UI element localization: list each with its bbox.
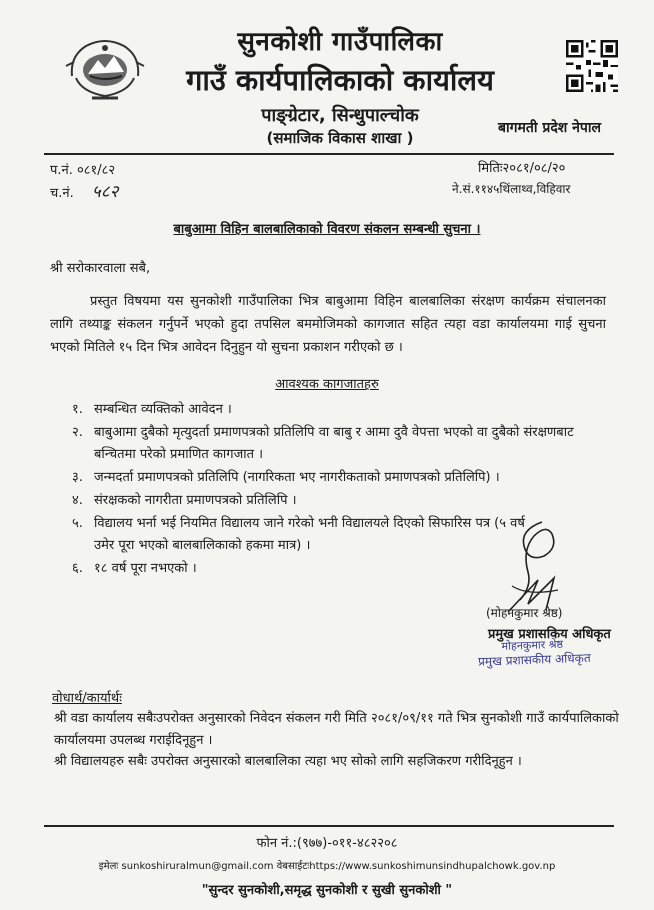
- list-item: [72, 399, 602, 421]
- list-item-text: सम्बन्धित व्यक्तिको आवेदन ।: [94, 402, 232, 417]
- cc-schools: श्री विद्यालयहरु सबैः उपरोक्त अनुसारको बालबालिका त्यहा भए सोको लागि सहजिकरण गरीदिनूहुन ।: [54, 754, 522, 769]
- footer-contact: [0, 858, 654, 872]
- dispatch-number: [50, 179, 118, 202]
- footer-divider: [44, 825, 614, 827]
- nepal-emblem-icon: [62, 36, 148, 104]
- list-item-text: जन्मदर्ता प्रमाणपत्रको प्रतिलिपि (नागरिकता भए नागरीकताको प्रमाणपत्रको प्रतिलिपि) ।: [94, 470, 500, 485]
- list-item-text: १८ वर्ष पूरा नभएको ।: [94, 561, 197, 576]
- dispatch-number-value: ५८२: [91, 182, 119, 202]
- footer-phone: फोन नं.:(९७७)-०११-४८२२०८: [256, 836, 398, 851]
- footer-website: वेबसाईटःhttps://www.sunkoshimunsindhupalchowk.gov.np: [276, 861, 556, 872]
- list-item-number: ६.: [72, 561, 83, 576]
- cc-heading-text: वोधार्थ/कार्यार्थः: [52, 691, 122, 706]
- list-item-text: बाबुआमा दुबैको मृत्युदर्ता प्रमाणपत्रको प्रतिलिपि वा बाबु र आमा दुवै वेपत्ता भएको वा दुबैको संरक्षणबाट बन्चितमा परेको प्रमाणित कागजात ।: [94, 425, 574, 462]
- office-name: गाउँ कार्यपालिकाको कार्यालय: [186, 63, 494, 97]
- documents-heading: [0, 374, 654, 392]
- qr-code-icon: [566, 40, 618, 92]
- branch-name: (समाजिक विकास शाखा ): [266, 129, 414, 147]
- footer-email: इमेलः sunkoshiruralmun@gmail.com: [98, 861, 274, 872]
- list-item-number: १.: [72, 402, 83, 417]
- signatory-name: (मोहनकुमार श्रेष्ठ): [486, 606, 563, 620]
- body-paragraph: प्रस्तुत विषयमा यस सुनकोशी गाउँपालिका भित्र बाबुआमा विहिन बालबालिका संरक्षण कार्यक्रम संचालनका लागि तथ्याङ्क संकलन गर्नुपर्ने भएको हुदा तपसिल बममोजिमको कागजात सहित त्यहा वडा कार्यालयमा गाई सुचना भएको मितिले १५ दिन भित्र आवेदन दिनुहुन यो सुचना प्रकाशन गरीएको छ ।: [50, 294, 606, 355]
- list-item-number: ३.: [72, 470, 83, 485]
- list-item-text: संरक्षकको नागरीता प्रमाणपत्रको प्रतिलिपि ।: [94, 493, 297, 508]
- cc-ward-offices: श्री वडा कार्यालय सबैःउपरोक्त अनुसारको निवेदन संकलन गरी मिति २०८१/०९/११ गते भित्र सुनकोशी गाउँ कार्यपालिकाको कार्यालयमा उपलब्ध गराईदिनूहुन ।: [54, 711, 619, 748]
- list-item-number: ५.: [72, 516, 83, 531]
- documents-heading-text: आवश्यक कागजातहरु: [275, 377, 379, 392]
- letter-date: मितिः२०८१/०८/२०: [478, 161, 566, 176]
- header-divider: [44, 153, 614, 155]
- list-item: [72, 490, 602, 512]
- office-address: पाङ्ग्रेटार, सिन्धुपाल्चोक: [261, 105, 419, 126]
- cc-heading: [52, 688, 122, 706]
- list-item: [72, 422, 602, 466]
- list-item-text: विद्यालय भर्ना भई नियमित विद्यालय जाने गरेको भनी विद्यालयले दिएको सिफारिस पत्र (५ वर्ष उमेर पूरा भएको बालबालिकाको हकमा मात्र) ।: [94, 516, 525, 553]
- salutation: श्री सरोकारवाला सबै,: [50, 261, 151, 276]
- org-name: सुनकोशी गाउँपालिका: [237, 27, 443, 57]
- stamp-line-2: प्रमुख प्रशासकीय अधिकृत: [477, 650, 591, 669]
- subject-line: [0, 219, 654, 237]
- footer-tagline: "सुन्दर सुनकोशी,समृद्ध सुनकोशी र सुखी सुनकोशी ": [201, 883, 453, 898]
- province-label: बागमती प्रदेश नेपाल: [498, 120, 601, 136]
- nepal-sambat-date: ने.सं.११४५थिंलाथ्व,विहिवार: [452, 182, 571, 196]
- stamp-line-1: मोहनकुमार श्रेष्ठ: [501, 637, 564, 653]
- list-item-number: ४.: [72, 493, 83, 508]
- signatory-title: प्रमुख प्रशासकिय अधिकृत: [488, 627, 611, 642]
- letter-number: प.नं. ०८१/८२: [50, 163, 116, 178]
- official-stamp: [477, 634, 632, 681]
- dispatch-number-label: च.नं.: [50, 186, 74, 201]
- list-item-number: २.: [72, 425, 83, 440]
- list-item: [72, 467, 602, 489]
- subject-text: बाबुआमा विहिन बालबालिकाको विवरण संकलन सम्बन्धी सुचना ।: [173, 222, 481, 237]
